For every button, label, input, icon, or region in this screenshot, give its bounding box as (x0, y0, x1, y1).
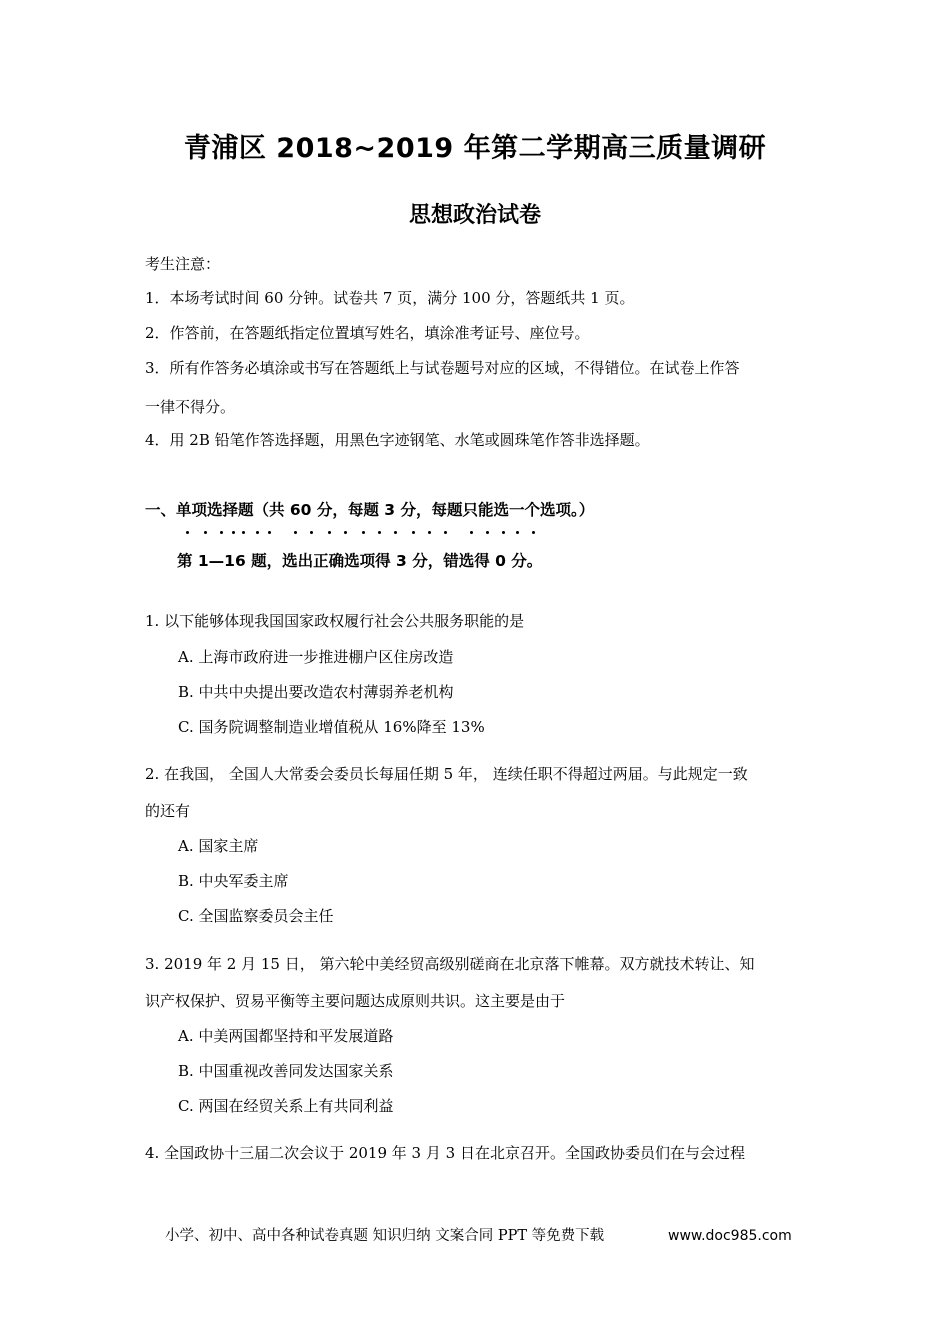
notice-item-3: 3．所有作答务必填涂或书写在答题纸上与试卷题号对应的区域，不得错位。在试卷上作答 (145, 359, 740, 377)
question-1-option-c: C. 国务院调整制造业增值税从 16%降至 13% (178, 718, 485, 736)
question-3-option-b: B. 中国重视改善同发达国家关系 (178, 1062, 394, 1080)
section-heading: 一、单项选择题（共 60 分，每题 3 分，每题只能选一个选项。） (145, 501, 595, 519)
question-1-option-b: B. 中共中央提出要改造农村薄弱养老机构 (178, 683, 454, 701)
notice-heading: 考生注意： (145, 255, 221, 273)
question-4-stem: 4. 全国政协十三届二次会议于 2019 年 3 月 3 日在北京召开。全国政协委员们在与会过程 (145, 1144, 745, 1162)
emphasis-dots (182, 531, 542, 539)
question-2-stem-cont: 的还有 (145, 802, 191, 820)
footer-text: 小学、初中、高中各种试卷真题 知识归纳 文案合同 PPT 等免费下载 (165, 1228, 605, 1244)
notice-item-3-cont: 一律不得分。 (145, 398, 236, 416)
question-2-option-c: C. 全国监察委员会主任 (178, 907, 334, 925)
footer-link[interactable]: www.doc985.com (668, 1228, 792, 1244)
question-2-option-b: B. 中央军委主席 (178, 872, 289, 890)
question-1-stem: 1. 以下能够体现我国国家政权履行社会公共服务职能的是 (145, 612, 525, 630)
question-3-stem: 3. 2019 年 2 月 15 日， 第六轮中美经贸高级别磋商在北京落下帷幕。双方就技术转让、知 (145, 955, 755, 973)
notice-item-1: 1．本场考试时间 60 分钟。试卷共 7 页，满分 100 分，答题纸共 1 页。 (145, 289, 635, 307)
section-subheading: 第 1—16 题，选出正确选项得 3 分，错选得 0 分。 (177, 552, 543, 570)
exam-title: 青浦区 2018~2019 年第二学期高三质量调研 (183, 133, 767, 164)
notice-item-2: 2．作答前，在答题纸指定位置填写姓名，填涂准考证号、座位号。 (145, 324, 590, 342)
question-2-option-a: A. 国家主席 (178, 837, 259, 855)
exam-subtitle: 思想政治试卷 (408, 203, 541, 228)
question-3-stem-cont: 识产权保护、贸易平衡等主要问题达成原则共识。这主要是由于 (145, 992, 566, 1010)
question-3-option-a: A. 中美两国都坚持和平发展道路 (178, 1027, 394, 1045)
question-3-option-c: C. 两国在经贸关系上有共同利益 (178, 1097, 394, 1115)
notice-item-4: 4．用 2B 铅笔作答选择题，用黑色字迹钢笔、水笔或圆珠笔作答非选择题。 (145, 431, 650, 449)
question-2-stem: 2. 在我国， 全国人大常委会委员长每届任期 5 年， 连续任职不得超过两届。与此规定一致 (145, 765, 748, 783)
question-1-option-a: A. 上海市政府进一步推进棚户区住房改造 (178, 648, 454, 666)
